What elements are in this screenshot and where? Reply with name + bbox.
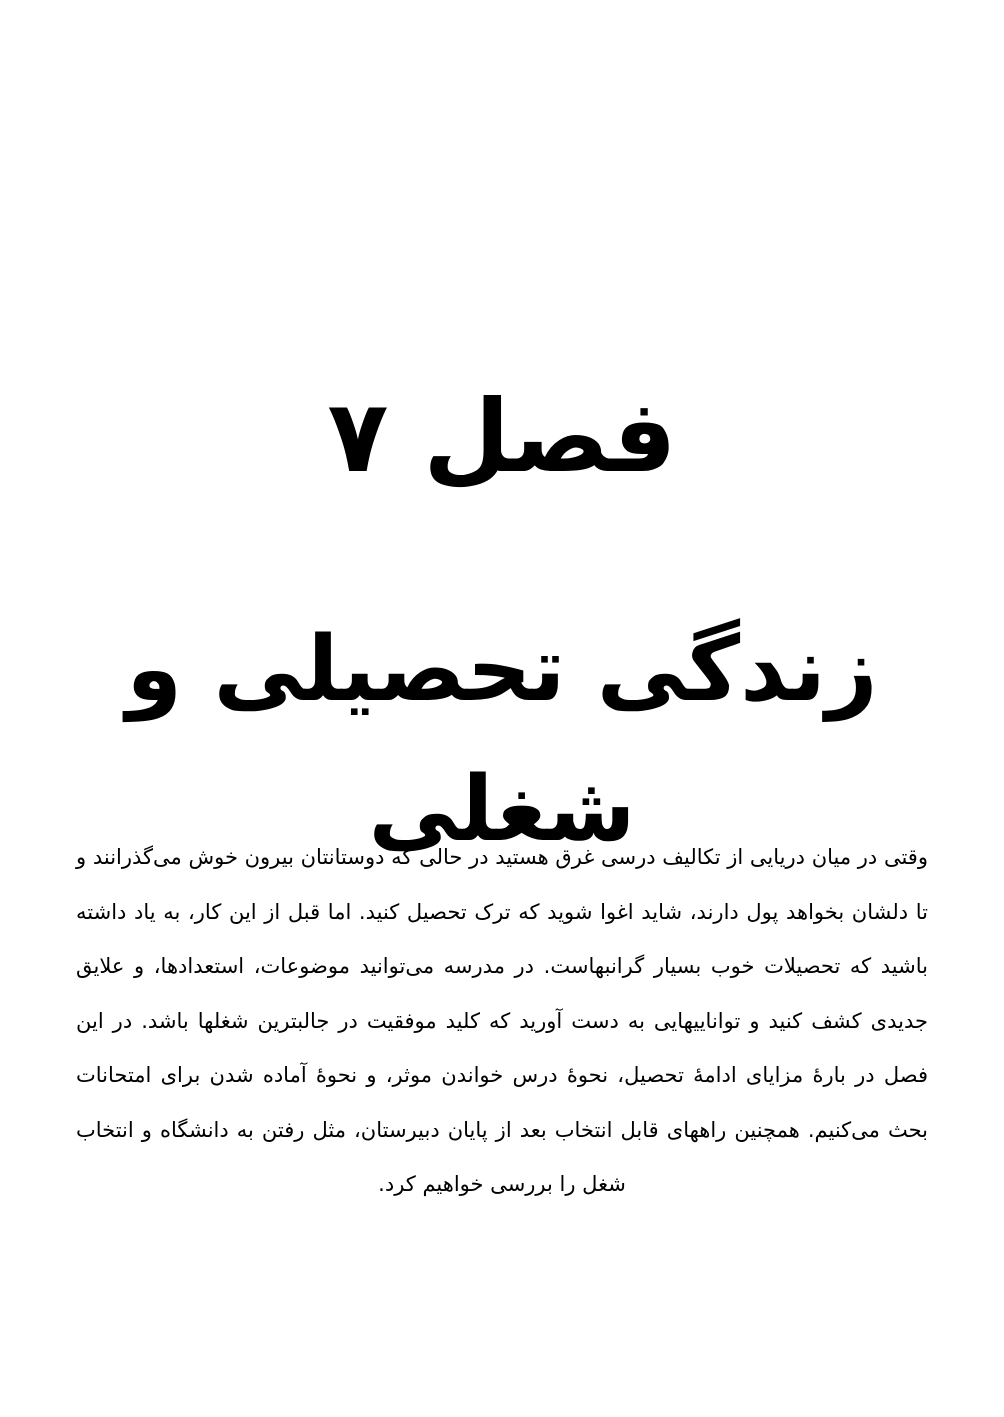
chapter-number-heading: فصل ۷ [327,378,677,495]
chapter-title-heading: زندگی تحصیلی و شغلی [126,616,878,862]
chapter-intro-paragraph: وقتی در میان دریایی از تکالیف درسی غرق هستید در حالی که دوستانتان بیرون خوش می‌گذرانند و تا دلشان بخواهد پول دارند، شاید اغوا شوید که ترک تحصیل کنید. اما قبل از این کار، به یاد داشته باشید که تحصیلات خوب بسیار گرانبهاست. در مدرسه می‌توانید موضوعات، استعدادها، و علایق جدیدی کشف کنید و تواناییهایی به دست آورید که کلید موفقیت در جالبترین شغلها باشد. در این فصل در بارهٔ مزایای ادامهٔ تحصیل، نحوهٔ درس خواندن موثر، و نحوهٔ آماده شدن برای امتحانات بحث می‌کنیم. همچنین راههای قابل انتخاب بعد از پایان دبیرستان، مثل رفتن به دانشگاه و انتخاب شغل را بررسی خواهیم کرد. [76,845,928,1196]
